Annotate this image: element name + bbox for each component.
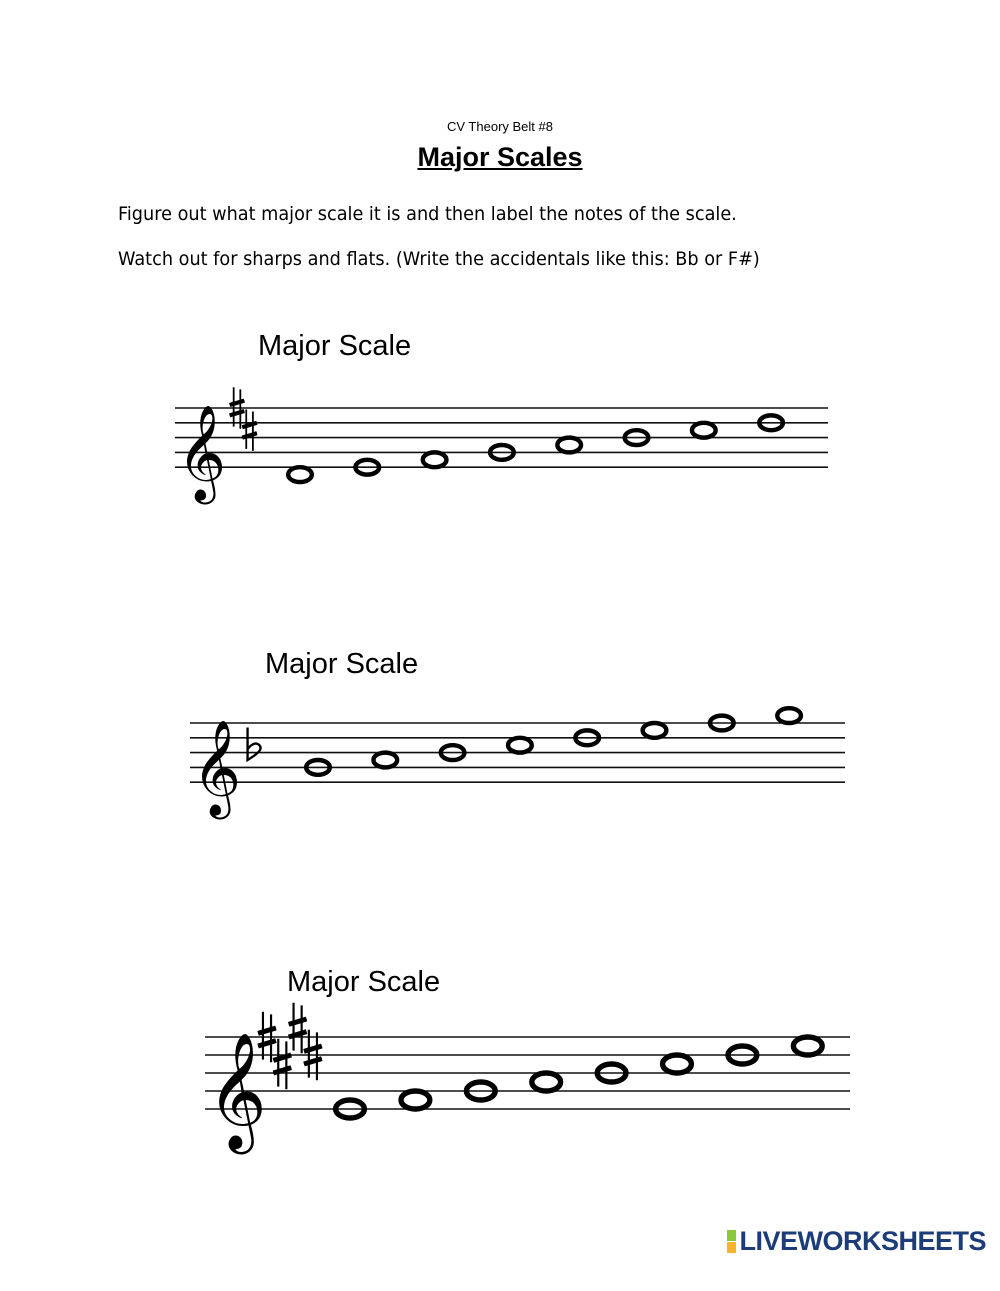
- treble-clef-icon: 𝄞: [207, 1031, 267, 1150]
- whole-note: [793, 1037, 822, 1055]
- exercise-2-label: Major Scale: [265, 648, 419, 680]
- sharp-icon: [289, 1003, 307, 1053]
- whole-note: [663, 1055, 692, 1073]
- sharp-bars: [273, 1055, 291, 1073]
- logo-text: LIVEWORKSHEETS: [739, 1226, 986, 1256]
- whole-note: [692, 423, 716, 438]
- flat-icon: [248, 727, 261, 760]
- whole-note: [288, 467, 312, 482]
- whole-note: [401, 1091, 430, 1109]
- instruction-2: Watch out for sharps and flats. (Write the accidentals like this: Bb or F#): [118, 248, 760, 270]
- worksheet-subtitle: CV Theory Belt #8: [447, 119, 553, 134]
- whole-note: [557, 438, 581, 453]
- whole-note: [643, 723, 667, 738]
- whole-note: [532, 1073, 561, 1091]
- sharp-icon: [273, 1039, 291, 1089]
- whole-note: [423, 452, 447, 467]
- sharp-icon: [242, 409, 257, 450]
- whole-note: [508, 738, 532, 753]
- exercise-3-label: Major Scale: [287, 966, 441, 998]
- instruction-1: Figure out what major scale it is and then label the notes of the scale.: [118, 203, 737, 225]
- whole-note: [777, 708, 801, 723]
- treble-clef-icon: 𝄞: [177, 403, 226, 501]
- sharp-bars: [289, 1019, 307, 1037]
- exercise-1-label: Major Scale: [258, 330, 412, 362]
- liveworksheets-logo: [727, 1226, 986, 1257]
- treble-clef-icon: 𝄞: [192, 718, 241, 816]
- logo-icon: [727, 1230, 736, 1253]
- title-text: Major Scales: [417, 142, 583, 172]
- whole-note: [373, 753, 397, 768]
- sharp-bars: [242, 423, 257, 438]
